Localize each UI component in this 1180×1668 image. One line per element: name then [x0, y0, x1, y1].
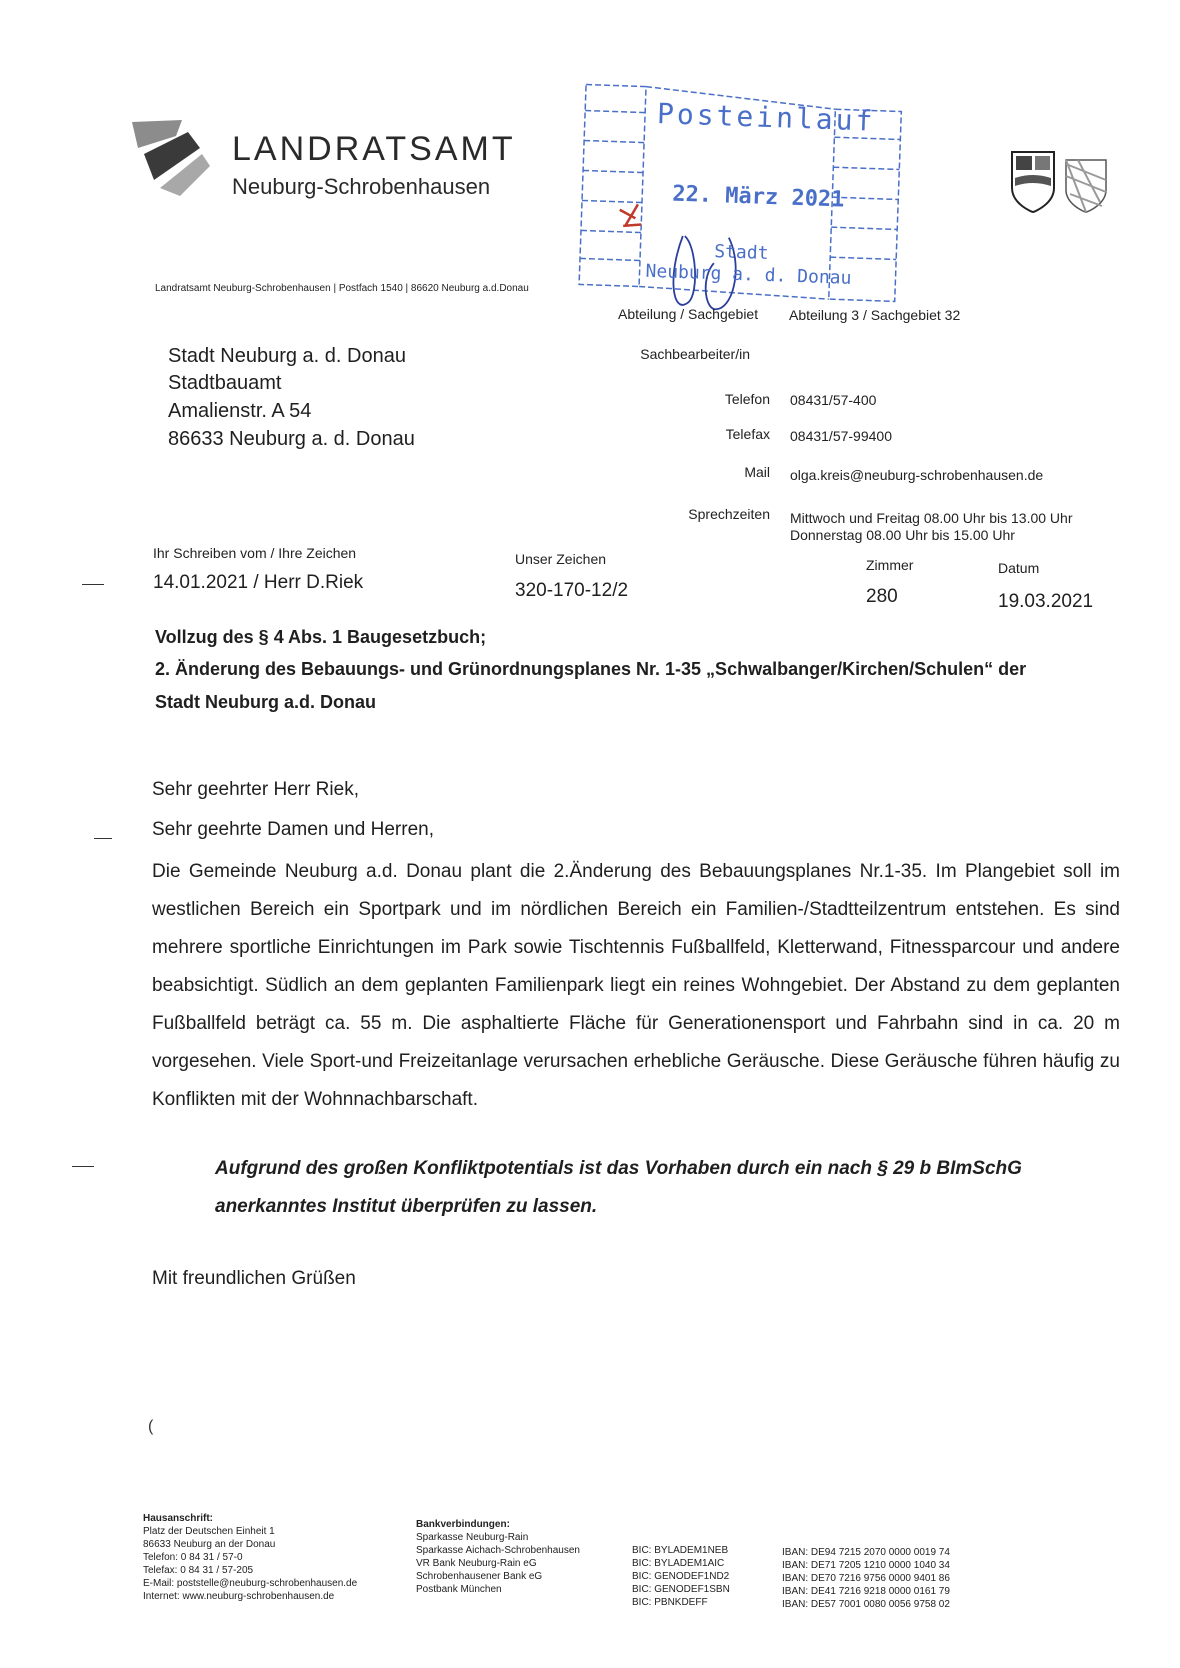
ihr-schreiben-value: 14.01.2021 / Herr D.Riek — [153, 572, 364, 593]
footer-bank-line: Postbank München — [416, 1584, 502, 1595]
datum-label: Datum — [998, 560, 1040, 576]
landratsamt-logo-icon — [130, 118, 212, 198]
telefax-value: 08431/57-99400 — [790, 428, 892, 444]
footer-bic: BIC: BYLADEM1NEB — [632, 1545, 729, 1556]
sender-return-address: Landratsamt Neuburg-Schrobenhausen | Postfach 1540 | 86620 Neuburg a.d.Donau — [155, 283, 529, 294]
fold-mark-2 — [72, 1166, 94, 1167]
recipient-line2: Stadtbauamt — [168, 372, 282, 394]
footer-bic: BIC: BYLADEM1AIC — [632, 1558, 725, 1569]
sprechzeiten-label: Sprechzeiten — [688, 506, 770, 522]
telefon-value: 08431/57-400 — [790, 392, 877, 408]
footer-iban: IBAN: DE94 7215 2070 0000 0019 74 — [782, 1547, 950, 1558]
recipient-line3: Amalienstr. A 54 — [168, 400, 312, 422]
footer-address-line: Telefax: 0 84 31 / 57-205 — [143, 1565, 254, 1576]
footer-address-line: 86633 Neuburg an der Donau — [143, 1539, 276, 1550]
emphasis-line2: anerkanntes Institut überprüfen zu lassen. — [215, 1196, 598, 1217]
telefax-label: Telefax — [725, 426, 770, 442]
salutation-2: Sehr geehrte Damen und Herren, — [152, 819, 434, 840]
received-stamp — [576, 82, 906, 325]
sachbearbeiter-label: Sachbearbeiter/in — [640, 346, 750, 362]
fold-mark — [82, 584, 104, 585]
recipient-line4: 86633 Neuburg a. d. Donau — [168, 428, 415, 450]
footer-iban: IBAN: DE70 7216 9756 0000 9401 86 — [782, 1573, 950, 1584]
footer-bank-line: Sparkasse Aichach-Schrobenhausen — [416, 1545, 580, 1556]
footer-bic: BIC: GENODEF1ND2 — [632, 1571, 730, 1582]
emphasis-line1: Aufgrund des großen Konfliktpotentials ist das Vorhaben durch ein nach § 29 b BImSchG — [215, 1158, 1022, 1179]
footer-bank-line: Sparkasse Neuburg-Rain — [416, 1532, 529, 1543]
footer-iban: IBAN: DE57 7001 0080 0056 9758 02 — [782, 1599, 950, 1610]
footer-bic: BIC: GENODEF1SBN — [632, 1584, 730, 1595]
stamp-title: Posteinlauf — [656, 97, 876, 138]
recipient-line1: Stadt Neuburg a. d. Donau — [168, 345, 406, 367]
stamp-city-line2: Neuburg a. d. Donau — [645, 260, 852, 289]
body-paragraph: Die Gemeinde Neuburg a.d. Donau plant die 2.Änderung des Bebauungsplanes Nr.1-35. Im Plangebiet soll im westlichen Bereich ein Sportpark und im nördlichen Bereich ein Familien-/Stadtteilzentrum entstehen. Es sind mehrere sportliche Einrichtungen im Park sowie Tischtennis Fußballfeld, Kletterwand, Fitnessparcour und andere beabsichtigt. Südlich an dem geplanten Familienpark liegt ein reines Wohngebiet. Der Abstand zu dem geplanten Fußballfeld beträgt ca. 55 m. Die asphaltierte Fläche für Generationensport und Fahrbahn sind in ca. 20 m vorgesehen. Viele Sport-und Freizeitanlage verursachen erhebliche Geräusche. Diese Geräusche führen häufig zu Konflikten mit der Wohnnachbarschaft. — [152, 861, 1120, 1110]
footer-bics — [632, 1544, 730, 1609]
footer-bic: BIC: PBNKDEFF — [632, 1597, 708, 1608]
mail-label: Mail — [744, 464, 770, 480]
footer-iban: IBAN: DE41 7216 9218 0000 0161 79 — [782, 1586, 950, 1597]
stray-mark: ( — [148, 1418, 154, 1435]
footer-bank-line: Schrobenhausener Bank eG — [416, 1571, 543, 1582]
footer-iban: IBAN: DE71 7205 1210 0000 1040 34 — [782, 1560, 950, 1571]
stamp-abteilung-label: Abteilung / Sachgebiet — [618, 306, 759, 322]
footer-address-line: Internet: www.neuburg-schrobenhausen.de — [143, 1591, 335, 1602]
zimmer-value: 280 — [866, 586, 898, 607]
footer-address-line: Telefon: 0 84 31 / 57-0 — [143, 1552, 243, 1563]
coat-of-arms-icon — [1010, 150, 1110, 216]
footer-address-line: Platz der Deutschen Einheit 1 — [143, 1526, 275, 1537]
datum-value: 19.03.2021 — [998, 591, 1094, 612]
subject-line2: 2. Änderung des Bebauungs- und Grünordnungsplanes Nr. 1-35 „Schwalbanger/Kirchen/Schulen“ der — [155, 659, 1027, 679]
sprechzeiten-line1: Mittwoch und Freitag 08.00 Uhr bis 13.00 Uhr — [790, 510, 1073, 526]
subject-line3: Stadt Neuburg a.d. Donau — [155, 692, 377, 712]
footer-address-title: Hausanschrift: — [143, 1513, 214, 1524]
stamp-abteilung-value: Abteilung 3 / Sachgebiet 32 — [789, 307, 961, 323]
zimmer-label: Zimmer — [866, 557, 914, 573]
org-title: LANDRATSAMT — [232, 130, 516, 168]
sprechzeiten-line2: Donnerstag 08.00 Uhr bis 15.00 Uhr — [790, 527, 1015, 543]
salutation-1: Sehr geehrter Herr Riek, — [152, 779, 359, 800]
unser-zeichen-value: 320-170-12/2 — [515, 580, 629, 601]
ihr-schreiben-label: Ihr Schreiben vom / Ihre Zeichen — [153, 545, 357, 561]
telefon-label: Telefon — [724, 391, 770, 407]
footer-address — [143, 1512, 357, 1603]
closing: Mit freundlichen Grüßen — [152, 1268, 356, 1289]
footer-ibans — [782, 1546, 950, 1611]
footer-banks-title: Bankverbindungen: — [416, 1519, 510, 1530]
unser-zeichen-label: Unser Zeichen — [515, 551, 607, 567]
stamp-date: 22. März 2021 — [671, 181, 845, 213]
subject-line1: Vollzug des § 4 Abs. 1 Baugesetzbuch; — [155, 627, 487, 647]
stamp-city-line1: Stadt — [713, 241, 769, 264]
punch-mark — [94, 838, 112, 839]
mail-value: olga.kreis@neuburg-schrobenhausen.de — [790, 467, 1044, 483]
footer-address-line: E-Mail: poststelle@neuburg-schrobenhausen.de — [143, 1578, 358, 1589]
footer-bank-line: VR Bank Neuburg-Rain eG — [416, 1558, 537, 1569]
org-subtitle: Neuburg-Schrobenhausen — [232, 174, 491, 199]
footer-banks — [416, 1518, 580, 1596]
